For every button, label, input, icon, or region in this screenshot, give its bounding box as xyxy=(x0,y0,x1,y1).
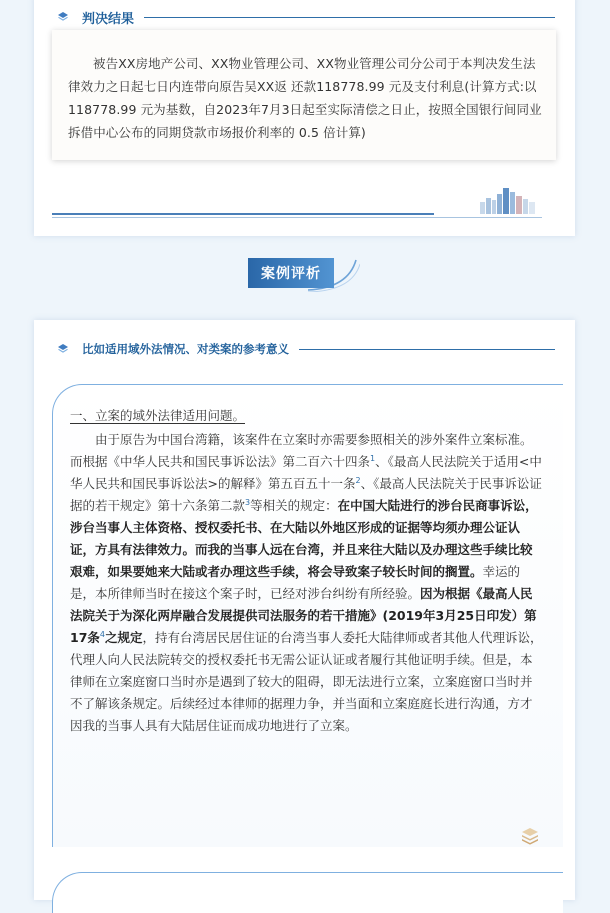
para-text: ，持有台湾居民居住证的台湾当事人委托大陆律师或者其他人代理诉讼，代理人向人民法院转交的授权委托书无需公证认证或者履行其他证明手续。但是，本律师在立案庭窗口当时亦是遇到了较大的阻碍，即无法进行立案，立案庭窗口当时并不了解该条规定。后续经过本律师的据理力争，并当面和立案庭庭长进行沟通，方才因我的当事人具有大陆居住证而成功地进行了立案。 xyxy=(70,630,543,733)
footnote-ref[interactable]: 2 xyxy=(355,475,361,485)
para-text: 由于原告为中国台湾籍，该案件在立案时亦需要参照相关的涉外案件立案标准。而根据《中华人民共和国民事诉讼法》第二百六十四条 xyxy=(70,432,533,469)
analysis-section-header xyxy=(58,339,555,359)
footnote-ref[interactable]: 3 xyxy=(245,497,251,507)
para-text: 幸运的是，本所律师当时在接这个案子时，已经对涉台纠纷有所经验。 xyxy=(70,564,521,601)
city-skyline-icon xyxy=(478,188,540,214)
judgment-section-header xyxy=(58,7,555,27)
judgment-text: 被告XX房地产公司、XX物业管理公司、XX物业管理公司分公司于本判决发生法律效力之日起七日内连带向原告吴XX返 还款118778.99 元及支付利息(计算方式:以 118778.99 元为基数，自2023年7月3日起至实际清偿之日止，按照全国银行间同业拆借中心公布的同期贷款市场报价利率的 0.5 倍计算) xyxy=(68,56,542,140)
next-content-box xyxy=(52,872,563,913)
stack-icon xyxy=(520,826,540,846)
analysis-heading: 一、立案的域外法律适用问题。 xyxy=(70,408,246,423)
analysis-body xyxy=(70,405,544,737)
layers-icon xyxy=(58,12,68,22)
footnote-ref[interactable]: 1 xyxy=(370,453,376,463)
judgment-card xyxy=(34,0,575,236)
analysis-title: 比如适用域外法情况、对类案的参考意义 xyxy=(82,342,289,356)
para-text: 等相关的规定： xyxy=(250,498,338,513)
para-bold-text: 在中国大陆进行的涉台民商事诉讼，涉台当事人主体资格、授权委托书、在大陆以外地区形成的证据等均须办理公证认证，方具有法律效力。而我的当事人远在台湾，并且来往大陆以及办理这些手续比较艰难，如果要她来大陆或者办理这些手续，将会导致案子较长时间的搁置。 xyxy=(70,498,538,579)
header-divider xyxy=(299,349,555,350)
footnote-ref[interactable]: 4 xyxy=(99,629,105,639)
case-evaluation-label: 案例评析 xyxy=(248,258,334,288)
analysis-paragraph xyxy=(70,429,544,737)
analysis-content-box xyxy=(52,384,563,847)
judgment-title: 判决结果 xyxy=(82,11,135,27)
header-divider xyxy=(144,17,555,18)
para-bold-text: 之规定 xyxy=(105,630,143,645)
judgment-text-box xyxy=(52,30,556,160)
footer-divider xyxy=(52,213,434,215)
para-text: 、《最高人民法院关于适用<中华人民共和国民事诉讼法>的解释》第五百五十一条 xyxy=(70,454,542,491)
analysis-card xyxy=(34,320,575,900)
para-text: 、《最高人民法院关于民事诉讼证据的若干规定》第十六条第二款 xyxy=(70,476,542,513)
layers-icon xyxy=(58,344,68,354)
para-bold-text: 因为根据《最高人民法院关于为深化两岸融合发展提供司法服务的若干措施》(2019年3月25日印发）第17条 xyxy=(70,586,537,645)
footer-divider-thin xyxy=(52,217,542,218)
case-evaluation-banner xyxy=(248,258,358,292)
